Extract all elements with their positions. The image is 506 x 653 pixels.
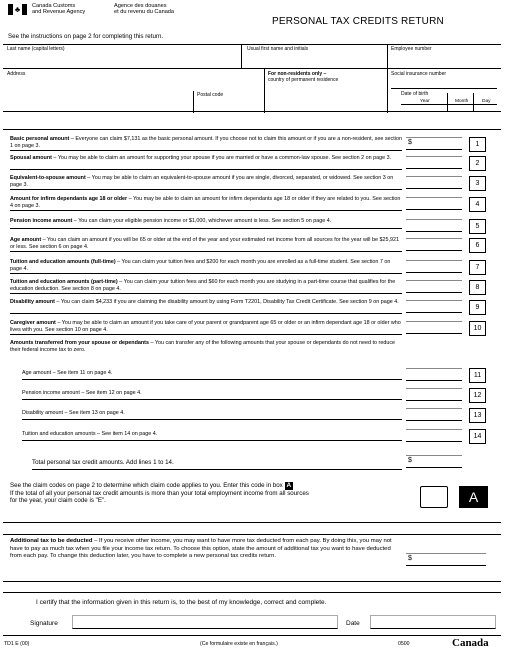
line-number-box: 11 [469, 368, 486, 383]
total-amount-field[interactable] [406, 455, 462, 468]
credit-amount-field[interactable] [406, 137, 462, 150]
line-number-box: 13 [469, 408, 486, 423]
last-name-label: Last name (capital letters) [7, 46, 65, 52]
total-label: Total personal tax credit amounts. Add lines 1 to 14. [32, 456, 402, 470]
additional-dollar-sign: $ [408, 555, 412, 562]
address-label: Address [7, 71, 26, 77]
box-a-marker: A [286, 482, 292, 489]
credit-amount-field[interactable] [406, 219, 462, 232]
transferred-amount-field[interactable] [406, 429, 462, 442]
transferred-heading: Amounts transferred from your spouse or dependants [10, 340, 149, 346]
credit-item-heading: Pension income amount [10, 218, 73, 224]
credit-item-description: – You may be able to claim an equivalent-to-spouse amount if you are single, divorced, separated, or widowed. See section 3 on page 3. [10, 175, 394, 188]
credit-item-description: – You can claim your tuition fees and $60 for each month you are studying in a part-time course that qualifies for the education deduction. See section 8 on page 4. [10, 279, 396, 292]
employee-number-label: Employee number [391, 46, 432, 52]
credit-item-heading: Spousal amount [10, 155, 52, 161]
instructions-text: See the instructions on page 2 for completing this return. [8, 33, 164, 40]
credit-item-description: – You can claim your eligible pension income or $1,000, whichever amount is less. See section 5 on page 4. [72, 218, 332, 224]
line-number-box: 14 [469, 429, 486, 444]
credit-item-heading: Disability amount [10, 299, 55, 305]
line-number-box: 8 [469, 280, 486, 295]
agency-fr-line: et du revenu du Canada [114, 9, 175, 16]
country-residence-label: country of permanent residence [268, 77, 339, 83]
last-name-field[interactable] [7, 54, 237, 67]
agency-name-fr [114, 3, 174, 16]
additional-tax-text [10, 538, 395, 561]
sin-label: Social insurance number [391, 71, 447, 77]
form-id: TD1 E (00) [4, 641, 30, 647]
credit-item-description: – You may be able to claim an amount for supporting your spouse if you are married or have a common-law spouse. See section 2 on page 3. [51, 155, 392, 161]
credit-item-text [10, 299, 402, 314]
employee-number-field[interactable] [391, 54, 497, 67]
credit-item-heading: Caregiver amount [10, 320, 56, 326]
claim-code-line: If the total of all your personal tax credit amounts is more than your total employment income from all sources [10, 489, 309, 497]
claim-code-line: for the year, your claim code is "E". [10, 497, 106, 505]
transferred-item-label: Pension income amount – See item 12 on page 4. [22, 387, 402, 400]
page-title: PERSONAL TAX CREDITS RETURN [272, 16, 444, 27]
date-label: Date [346, 620, 360, 627]
credit-item-description: – You can claim your tuition fees and $200 for each month you are enrolled as a full-time student. See section 7 on page 4. [10, 259, 391, 272]
agency-en-line: and Revenue Agency [32, 9, 86, 16]
agency-en-line: Canada Customs [32, 3, 76, 9]
box-a-label: A [459, 486, 488, 508]
credit-item-text [10, 259, 402, 274]
credit-amount-field[interactable] [406, 176, 462, 189]
canada-wordmark: Canada [452, 637, 489, 649]
dob-field[interactable] [401, 104, 497, 112]
transferred-amount-field[interactable] [406, 408, 462, 421]
credit-amount-field[interactable] [406, 197, 462, 210]
credit-item-text [10, 175, 402, 190]
claim-code-field[interactable] [420, 486, 448, 508]
credit-item-heading: Basic personal amount [10, 136, 70, 142]
credit-item-text [10, 279, 402, 294]
first-name-field[interactable] [247, 54, 383, 67]
credit-item-heading: Tuition and education amounts (full-time) [10, 259, 116, 265]
credit-item-heading: Age amount [10, 237, 42, 243]
credit-item-description: – Everyone can claim $7,131 as the basic personal amount. If you choose not to claim this amount or if you are a non-resident, see section 1 on page 3. [10, 136, 402, 149]
total-dollar-sign: $ [408, 457, 412, 464]
credit-item-text [10, 136, 402, 151]
first-name-label: Usual first name and initials [247, 46, 309, 52]
credit-item-description: – You may be able to claim an amount for infirm dependants age 18 or older if they are related to you. See section 4 on page 3. [10, 196, 401, 209]
line-number-box: 12 [469, 388, 486, 403]
canada-flag-icon: ♣ [8, 4, 27, 15]
credit-item-text [10, 320, 402, 335]
credit-item-text [10, 218, 402, 229]
credit-item-heading: Tuition and education amounts (part-time) [10, 279, 118, 285]
transferred-amount-field[interactable] [406, 388, 462, 401]
french-note: (Ce formulaire existe en français.) [200, 641, 278, 647]
transferred-item-label: Age amount – See item 11 on page 4. [22, 367, 402, 380]
additional-tax-field[interactable] [406, 553, 486, 566]
line-number-box: 1 [469, 137, 486, 152]
transferred-item-label: Tuition and education amounts – See item 14 on page 4. [22, 428, 402, 441]
agency-name-en [32, 3, 85, 16]
credit-item-text [10, 155, 402, 170]
line-number-box: 3 [469, 176, 486, 191]
credit-item-heading: Equivalent-to-spouse amount [10, 175, 86, 181]
credit-amount-field[interactable] [406, 156, 462, 169]
additional-tax-description: – If you receive other income, you may want to have more tax deducted from each pay. By doing this, you may not have to pay as much tax when you file your income tax return. To choose this option, state the amount of additional tax you want to have deducted from each pay. To change this deduction later, you have to complete a new personal tax credits return. [10, 538, 392, 560]
agency-fr-line: Agence des douanes [114, 3, 167, 9]
claim-code-text [10, 482, 390, 505]
sin-field[interactable] [391, 79, 497, 89]
credit-amount-field[interactable] [406, 238, 462, 251]
credit-item-description: – You may be able to claim an amount if you take care of your parent or grandparent age 65 or older or an infirm dependant age 18 or older who lives with you. See section 10 on page 4. [10, 320, 401, 333]
dob-day-label: Day [482, 99, 491, 104]
credit-amount-field[interactable] [406, 321, 462, 334]
additional-tax-heading: Additional tax to be deducted [10, 538, 93, 544]
line-number-box: 7 [469, 260, 486, 275]
dob-year-label: Year [420, 99, 430, 104]
line-number-box: 9 [469, 300, 486, 315]
line-number-box: 4 [469, 197, 486, 212]
signature-label: Signature [30, 620, 58, 627]
postal-code-label: Postal code [197, 92, 224, 98]
transferred-description: – You can transfer any of the following amounts that your spouse or dependants do not need to reduce their federal income tax to zero. [10, 340, 396, 353]
certification-text: I certify that the information given in this return is, to the best of my knowledge, correct and complete. [36, 599, 327, 606]
identity-section [3, 44, 501, 112]
line-number-box: 2 [469, 156, 486, 171]
credit-item-description: – You can claim an amount if you will be 65 or older at the end of the year and your estimated net income from all sources for the year will be $25,921 or less. See section 6 on page 4. [10, 237, 399, 250]
signature-field[interactable] [72, 615, 338, 629]
line-number-box: 10 [469, 321, 486, 336]
dob-label: Date of birth [401, 91, 429, 97]
credit-item-text [10, 237, 402, 252]
credit-amount-field[interactable] [406, 260, 462, 273]
claim-code-line: See the claim codes on page 2 to determine which claim code applies to you. Enter this code in box [10, 482, 283, 489]
credit-amount-field[interactable] [406, 280, 462, 293]
country-residence-field[interactable] [268, 85, 384, 109]
dob-month-label: Month [455, 99, 469, 104]
date-field[interactable] [370, 615, 496, 629]
address-field[interactable] [7, 79, 191, 109]
line-number-box: 6 [469, 238, 486, 253]
line-number-box: 5 [469, 219, 486, 234]
form-code: 0500 [398, 641, 410, 647]
credit-amount-field[interactable] [406, 300, 462, 313]
credit-item-text [10, 196, 402, 211]
transferred-item-label: Disability amount – See item 13 on page 4. [22, 407, 402, 420]
dollar-sign: $ [408, 139, 412, 146]
credit-item-heading: Amount for infirm dependants age 18 or older [10, 196, 128, 202]
non-residents-label: For non-residents only – [268, 71, 327, 77]
postal-code-field[interactable] [197, 100, 261, 111]
credit-item-description: – You can claim $4,233 if you are claiming the disability amount by using Form T2201, Disability Tax Credit Certificate. See section 9 on page 4. [54, 299, 399, 305]
transferred-amounts-text [10, 340, 402, 353]
transferred-amount-field[interactable] [406, 368, 462, 381]
